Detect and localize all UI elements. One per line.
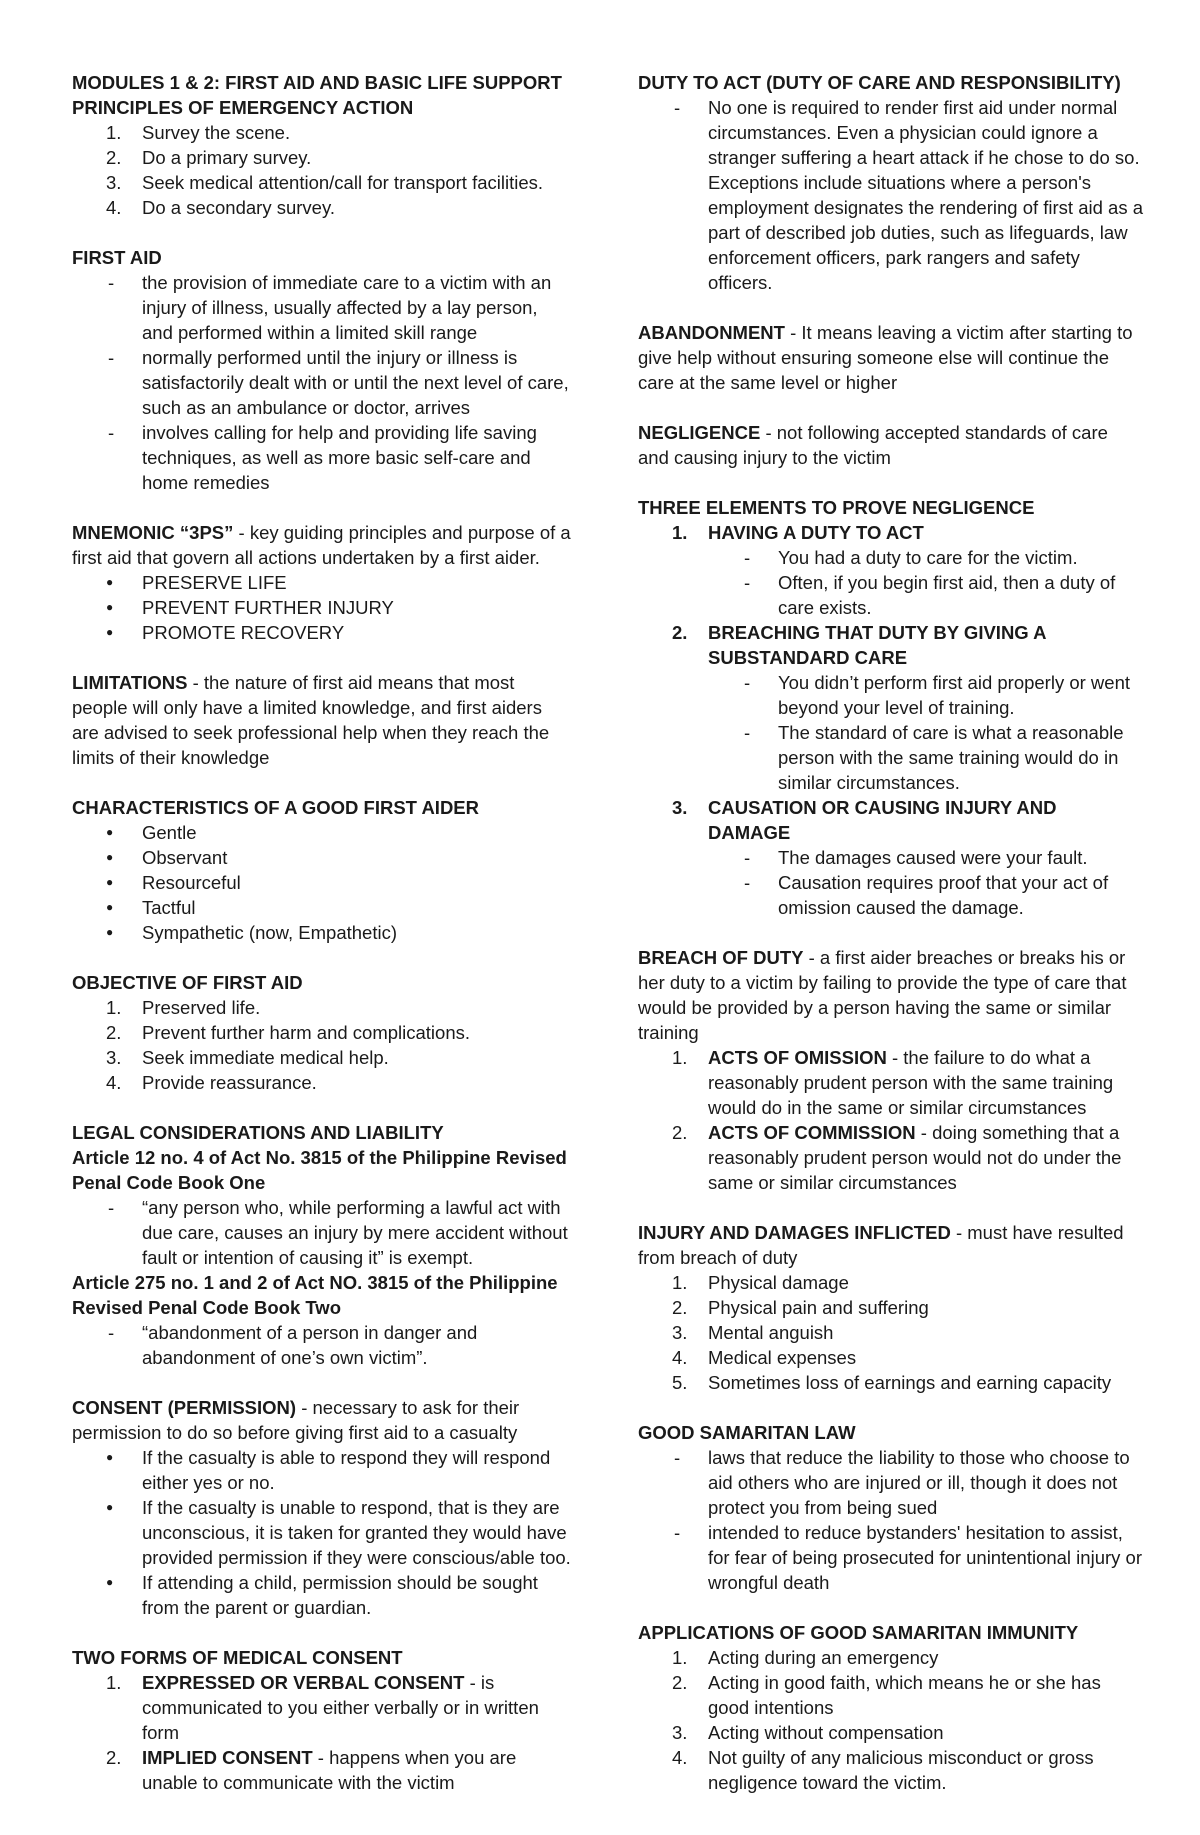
principles-section: [72, 70, 572, 220]
article-275-list: [72, 1320, 572, 1370]
list-item: - intended to reduce bystanders' hesitation to assist, for fear of being prosecuted for unintentional injury or wrongful death: [638, 1520, 1143, 1595]
objective-heading: OBJECTIVE OF FIRST AID: [72, 972, 303, 993]
list-item: ● Observant: [72, 845, 572, 870]
limitations-section: [72, 670, 572, 770]
list-item: 2. ACTS OF COMMISSION - doing something that a reasonably prudent person would not do under the same or similar circumstances: [672, 1122, 1122, 1193]
list-item: 3. Seek medical attention/call for transport facilities.: [106, 172, 544, 193]
list-item: ● If the casualty is unable to respond, that is they are unconscious, it is taken for granted they would have provided permission if they were conscious/able too.: [72, 1495, 572, 1570]
list-item: - You didn’t perform first aid properly or went beyond your level of training.: [638, 670, 1143, 720]
list-item: 1. Survey the scene.: [106, 122, 291, 143]
left-column: [72, 70, 572, 1820]
list-item: ● If the casualty is able to respond they will respond either yes or no.: [72, 1445, 572, 1495]
injury-section: [638, 1220, 1143, 1395]
list-item: 1. Acting during an emergency: [672, 1647, 939, 1668]
list-item: - Often, if you begin first aid, then a duty of care exists.: [638, 570, 1143, 620]
list-item: 3. CAUSATION OR CAUSING INJURY AND DAMAGE - The damages caused were your fault. - Causation requires proof that your act of omission caused the damage.: [638, 795, 1143, 920]
objective-section: [72, 970, 572, 1095]
three-elements-heading: THREE ELEMENTS TO PROVE NEGLIGENCE: [638, 497, 1035, 518]
list-item: ● Resourceful: [72, 870, 572, 895]
samaritan-heading: GOOD SAMARITAN LAW: [638, 1422, 856, 1443]
sub-list: [638, 845, 1143, 920]
consent-section: [72, 1395, 572, 1620]
list-item: ● Sympathetic (now, Empathetic): [72, 920, 572, 945]
sub-list: [638, 670, 1143, 795]
list-item: - The standard of care is what a reasonable person with the same training would do in similar circumstances.: [638, 720, 1143, 795]
principles-list: [72, 120, 572, 220]
list-item: - The damages caused were your fault.: [638, 845, 1143, 870]
right-column: [638, 70, 1143, 1820]
consent-forms-section: [72, 1645, 572, 1795]
consent-forms-list: [72, 1670, 572, 1795]
list-item: - No one is required to render first aid under normal circumstances. Even a physician could ignore a stranger suffering a heart attack if he chose to do so. Exceptions include situations where a person's employment designates the rendering of first aid as a part of described job duties, such as lifeguards, law enforcement officers, park rangers and safety officers.: [638, 95, 1143, 295]
list-item: - involves calling for help and providing life saving techniques, as well as more basic self-care and home remedies: [72, 420, 572, 495]
principles-heading: PRINCIPLES OF EMERGENCY ACTION: [72, 97, 414, 118]
breach-list: [638, 1045, 1143, 1195]
list-item: - “any person who, while performing a lawful act with due care, causes an injury by mere accident without fault or intention of causing it” is exempt.: [72, 1195, 572, 1270]
list-item: ● PRESERVE LIFE: [72, 570, 572, 595]
list-item: - Causation requires proof that your act of omission caused the damage.: [638, 870, 1143, 920]
characteristics-heading: CHARACTERISTICS OF A GOOD FIRST AIDER: [72, 797, 479, 818]
duty-list: [638, 95, 1143, 295]
injury-definition: INJURY AND DAMAGES INFLICTED - must have resulted from breach of duty: [638, 1222, 1124, 1268]
first-aid-section: [72, 245, 572, 495]
duty-heading: DUTY TO ACT (DUTY OF CARE AND RESPONSIBILITY): [638, 72, 1121, 93]
sub-list: [638, 545, 1143, 620]
consent-list: [72, 1445, 572, 1620]
list-item: 3. Mental anguish: [672, 1322, 834, 1343]
article-12-list: [72, 1195, 572, 1270]
samaritan-list: [638, 1445, 1143, 1595]
samaritan-section: [638, 1420, 1143, 1595]
applications-heading: APPLICATIONS OF GOOD SAMARITAN IMMUNITY: [638, 1622, 1079, 1643]
applications-section: [638, 1620, 1143, 1795]
objective-list: [72, 995, 572, 1095]
list-item: 1. Preserved life.: [106, 997, 261, 1018]
article-275-heading: Article 275 no. 1 and 2 of Act NO. 3815 of the Philippine Revised Penal Code Book Two: [72, 1272, 558, 1318]
list-item: 2. Physical pain and suffering: [672, 1297, 929, 1318]
abandonment-definition: ABANDONMENT - It means leaving a victim after starting to give help without ensuring someone else will continue the care at the same level or higher: [638, 322, 1133, 393]
limitations-definition: LIMITATIONS - the nature of first aid means that most people will only have a limited knowledge, and first aiders are advised to seek professional help when they reach the limits of their knowledge: [72, 672, 550, 768]
list-item: 2. Prevent further harm and complications.: [106, 1022, 471, 1043]
characteristics-section: [72, 795, 572, 945]
list-item: - “abandonment of a person in danger and abandonment of one’s own victim”.: [72, 1320, 572, 1370]
list-item: ● PROMOTE RECOVERY: [72, 620, 572, 645]
first-aid-heading: FIRST AID: [72, 247, 162, 268]
list-item: ● If attending a child, permission should be sought from the parent or guardian.: [72, 1570, 572, 1620]
breach-definition: BREACH OF DUTY - a first aider breaches or breaks his or her duty to a victim by failing to provide the type of care that would be provided by a person having the same or similar training: [638, 947, 1127, 1043]
negligence-definition: NEGLIGENCE - not following accepted standards of care and causing injury to the victim: [638, 422, 1108, 468]
list-item: ● Tactful: [72, 895, 572, 920]
consent-definition: CONSENT (PERMISSION) - necessary to ask for their permission to do so before giving first aid to a casualty: [72, 1397, 520, 1443]
injury-list: [638, 1270, 1143, 1395]
legal-heading: LEGAL CONSIDERATIONS AND LIABILITY: [72, 1122, 444, 1143]
list-item: ● Gentle: [72, 820, 572, 845]
list-item: 1. ACTS OF OMISSION - the failure to do what a reasonably prudent person with the same training would do in the same or similar circumstances: [672, 1047, 1114, 1118]
list-item: 1. Physical damage: [672, 1272, 849, 1293]
consent-forms-heading: TWO FORMS OF MEDICAL CONSENT: [72, 1647, 403, 1668]
module-title: MODULES 1 & 2: FIRST AID AND BASIC LIFE SUPPORT: [72, 72, 562, 93]
list-item: 2. Acting in good faith, which means he or she has good intentions: [672, 1672, 1101, 1718]
list-item: - laws that reduce the liability to those who choose to aid others who are injured or ill, though it does not protect you from being sued: [638, 1445, 1143, 1520]
list-item: 5. Sometimes loss of earnings and earning capacity: [672, 1372, 1112, 1393]
legal-section: [72, 1120, 572, 1370]
list-item: - normally performed until the injury or illness is satisfactorily dealt with or until the next level of care, such as an ambulance or doctor, arrives: [72, 345, 572, 420]
first-aid-list: [72, 270, 572, 495]
list-item: 1. HAVING A DUTY TO ACT - You had a duty to care for the victim. - Often, if you begin first aid, then a duty of care exists.: [638, 520, 1143, 620]
list-item: 4. Not guilty of any malicious misconduct or gross negligence toward the victim.: [672, 1747, 1094, 1793]
list-item: 2. BREACHING THAT DUTY BY GIVING A SUBSTANDARD CARE - You didn’t perform first aid properly or went beyond your level of training. - The standard of care is what a reasonable person with the same training would do in similar circumstances.: [638, 620, 1143, 795]
mnemonic-section: [72, 520, 572, 645]
characteristics-list: [72, 820, 572, 945]
list-item: - the provision of immediate care to a victim with an injury of illness, usually affected by a lay person, and performed within a limited skill range: [72, 270, 572, 345]
list-item: 4. Do a secondary survey.: [106, 197, 335, 218]
applications-list: [638, 1645, 1143, 1795]
list-item: 4. Provide reassurance.: [106, 1072, 317, 1093]
negligence-section: [638, 420, 1143, 470]
list-item: 1. EXPRESSED OR VERBAL CONSENT - is communicated to you either verbally or in written form: [106, 1672, 539, 1743]
list-item: - You had a duty to care for the victim.: [638, 545, 1143, 570]
abandonment-section: [638, 320, 1143, 395]
duty-section: [638, 70, 1143, 295]
three-elements-section: [638, 495, 1143, 920]
article-12-heading: Article 12 no. 4 of Act No. 3815 of the Philippine Revised Penal Code Book One: [72, 1147, 567, 1193]
mnemonic-list: [72, 570, 572, 645]
mnemonic-definition: MNEMONIC “3PS” - key guiding principles and purpose of a first aid that govern all actions undertaken by a first aider.: [72, 522, 571, 568]
list-item: ● PREVENT FURTHER INJURY: [72, 595, 572, 620]
three-elements-list: [638, 520, 1143, 920]
list-item: 2. Do a primary survey.: [106, 147, 312, 168]
breach-section: [638, 945, 1143, 1195]
list-item: 3. Acting without compensation: [672, 1722, 944, 1743]
list-item: 2. IMPLIED CONSENT - happens when you are unable to communicate with the victim: [106, 1747, 517, 1793]
list-item: 3. Seek immediate medical help.: [106, 1047, 389, 1068]
list-item: 4. Medical expenses: [672, 1347, 857, 1368]
